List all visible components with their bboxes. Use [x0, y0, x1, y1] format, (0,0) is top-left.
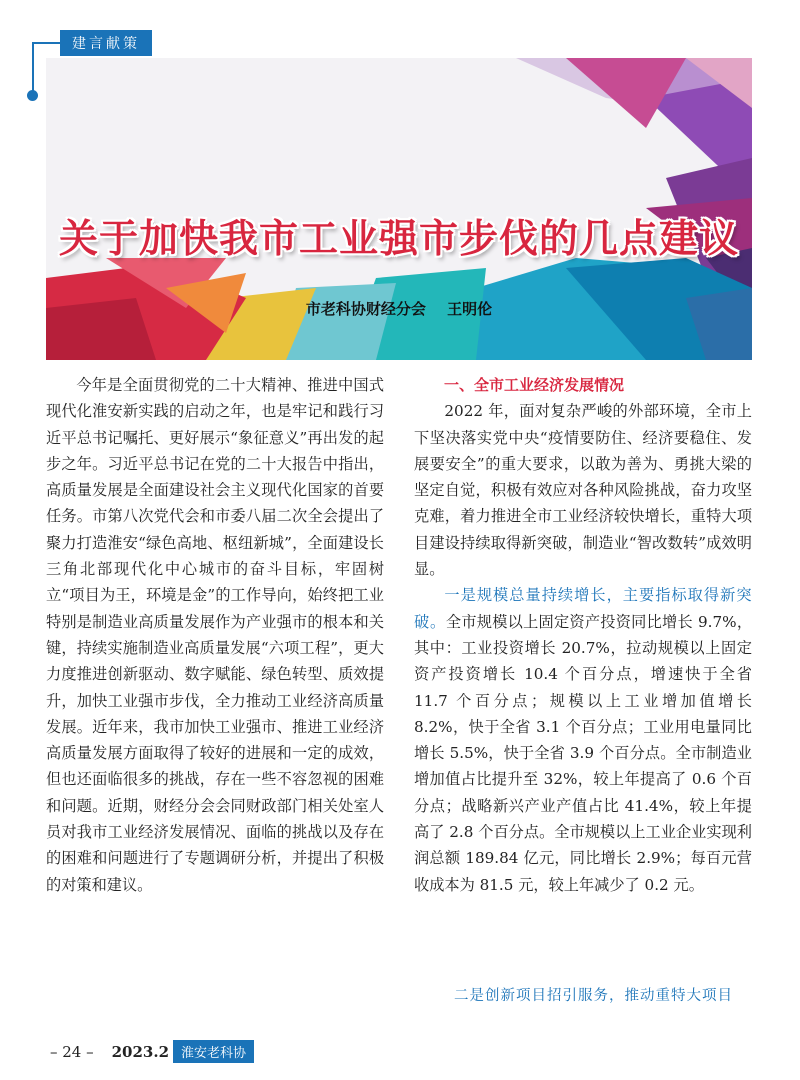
- section1-paragraph: 2022 年，面对复杂严峻的外部环境，全市上下坚决落实党中央“疫情要防住、经济要稳住、发展要安全”的重大要求，以敢为善为、勇挑大梁的坚定自觉，积极有效应对各种风险挑战，奋力攻坚克难，着力推进全市工业经济较快增长，重特大项目建设持续取得新突破，制造业“智改数转”成效明显。: [414, 402, 752, 579]
- publication-name: 淮安老科协: [173, 1040, 254, 1063]
- section1-heading: 一、全市工业经济发展情况: [444, 376, 625, 394]
- author-org: 市老科协财经分会: [305, 300, 426, 318]
- byline: [46, 298, 752, 319]
- point2-lead: 二是创新项目招引服务，推动重特大项目: [454, 988, 733, 1004]
- title-banner: [46, 58, 752, 360]
- left-column: [46, 372, 384, 898]
- issue-number: 2023.2: [111, 1042, 170, 1061]
- point1-lead: 一是规模总量持续增长，主要指标取得新突破。: [414, 586, 752, 631]
- page-number: – 24 –: [50, 1042, 94, 1061]
- section-tab: 建言献策: [60, 30, 152, 56]
- author-name: 王明伦: [447, 300, 493, 318]
- page-footer: [50, 1040, 254, 1063]
- decor-frame-dot: [27, 90, 38, 101]
- intro-paragraph: 今年是全面贯彻党的二十大精神、推进中国式现代化淮安新实践的启动之年，也是牢记和践行习近平总书记嘱托、更好展示“象征意义”再出发的起步之年。习近平总书记在党的二十大报告中指出，高质量发展是全面建设社会主义现代化国家的首要任务。市第八次党代会和市委八届二次全会提出了聚力打造淮安“绿色高地、枢纽新城”，全面建设长三角北部现代化中心城市的奋斗目标，牢固树立“项目为王，环境是金”的工作导向，始终把工业特别是制造业高质量发展作为产业强市的根本和关键，持续实施制造业高质量发展“六项工程”，更大力度推进创新驱动、数字赋能、绿色转型、质效提升，加快工业强市步伐，全力推动工业经济高质量发展。近年来，我市加快工业强市、推进工业经济高质量发展方面取得了较好的进展和一定的成效，但也还面临很多的挑战，存在一些不容忽视的困难和问题。近期，财经分会会同财政部门相关处室人员对我市工业经济发展情况、面临的挑战以及存在的困难和问题进行了专题调研分析，并提出了积极的对策和建议。: [46, 376, 384, 894]
- point1-body: 全市规模以上固定资产投资同比增长 9.7%，其中：工业投资增长 20.7%，拉动规模以上固定资产投资增长 10.4 个百分点，增速快于全省 11.7 个百分点；规模以上工业增加值增长 8.2%，快于全省 3.1 个百分点；工业用电量同比增长 5.5%，快于全省 3.9 个百分点。全市制造业增加值占比提升至 32%，较上年提高了 0.6 个百分点；战略新兴产业产值占比 41.4%，较上年提高了 2.8 个百分点。全市规模以上工业企业实现利润总额 189.84 亿元，同比增长 2.9%；每百元营收成本为 81.5 元，较上年减少了 0.2 元。: [414, 612, 753, 894]
- decor-frame-line: [32, 42, 60, 44]
- point1-paragraph: [414, 582, 752, 898]
- decor-frame-vline: [32, 42, 34, 94]
- right-column: [414, 372, 752, 898]
- article-title: 关于加快我市工业强市步伐的几点建议: [58, 216, 739, 262]
